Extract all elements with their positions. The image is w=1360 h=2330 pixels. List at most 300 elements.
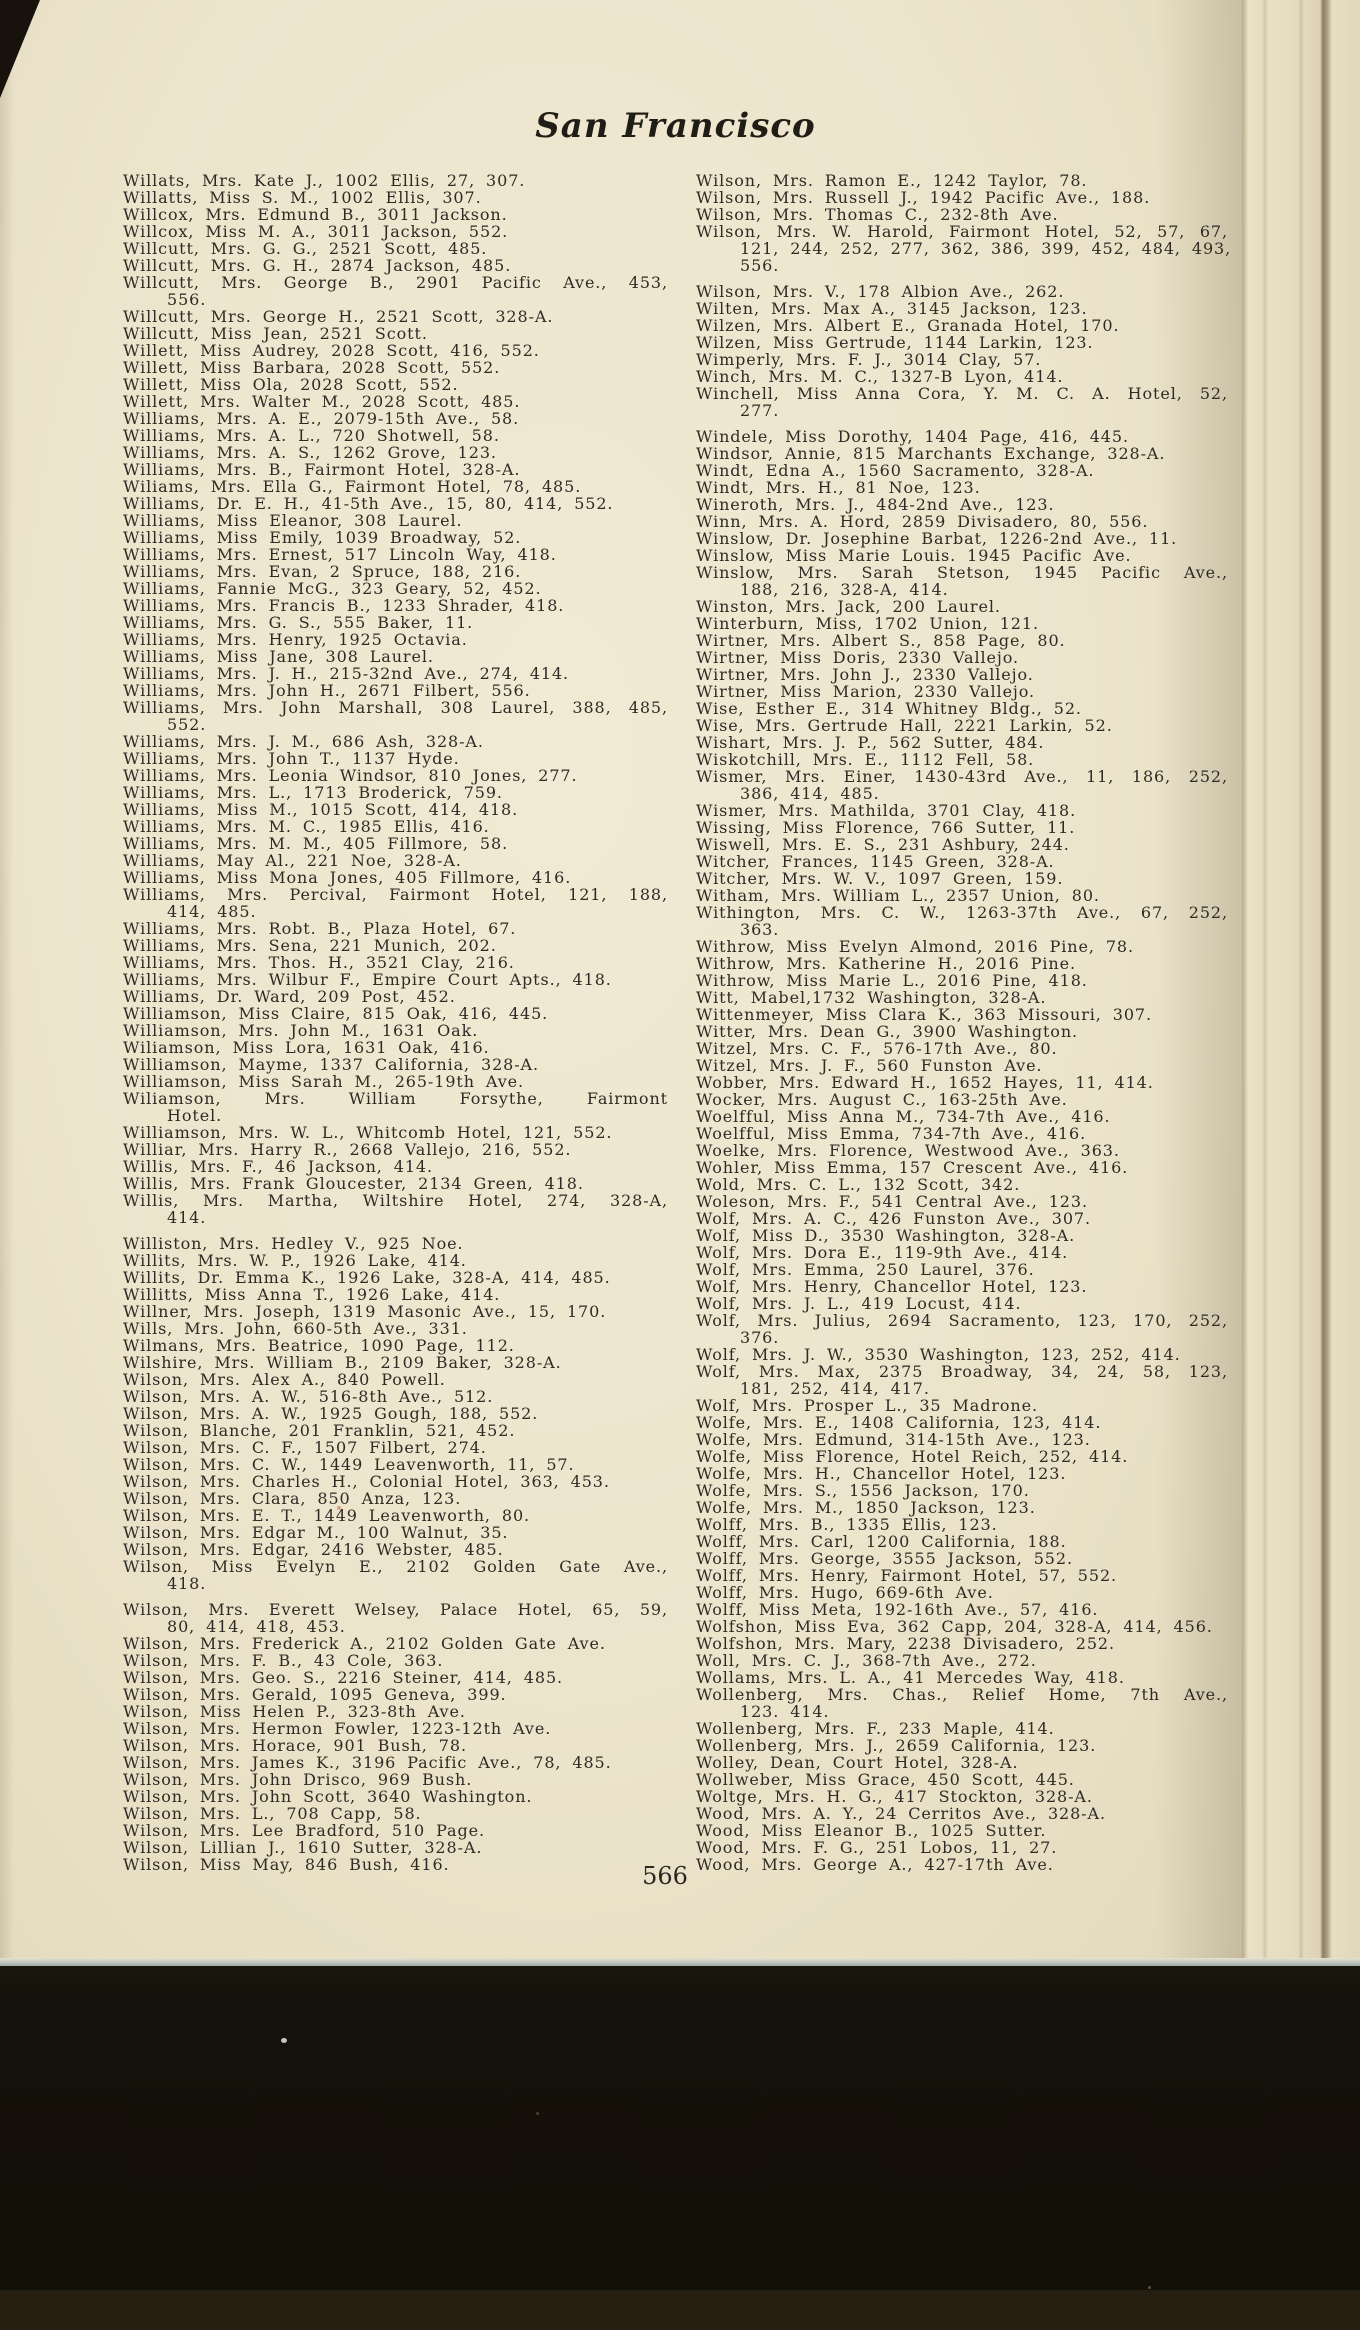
entry-line: Wilson, Mrs. Ramon E., 1242 Taylor, 78. [696,171,1088,190]
entry-line: Willett, Miss Barbara, 2028 Scott, 552. [123,358,501,377]
directory-entry [696,802,1228,819]
directory-entry [123,1422,668,1439]
directory-entry [123,750,668,767]
entry-line: Wilson, Mrs. V., 178 Albion Ave., 262. [696,282,1065,301]
directory-entry [696,1074,1228,1091]
entry-line: Wills, Mrs. John, 660-5th Ave., 331. [123,1319,468,1338]
directory-entry [123,274,668,308]
directory-entry [696,1193,1228,1210]
entry-line: Wollams, Mrs. L. A., 41 Mercedes Way, 418. [696,1668,1125,1687]
entry-line: Wismer, Mrs. Einer, 1430-43rd Ave., 11, 186, 252, [696,767,1228,786]
entry-line: Winterburn, Miss, 1702 Union, 121. [696,614,1039,633]
entry-line: Williamson, Miss Claire, 815 Oak, 416, 445. [123,1004,549,1023]
directory-entry [696,445,1228,462]
directory-entry [696,734,1228,751]
directory-entry [696,1040,1228,1057]
directory-entry [696,955,1228,972]
directory-entry [123,1388,668,1405]
directory-entry [696,1618,1228,1635]
directory-entry [696,479,1228,496]
entry-line: Witt, Mabel,1732 Washington, 328-A. [696,988,1047,1007]
entry-line: Wilson, Miss Helen P., 323-8th Ave. [123,1702,466,1721]
entry-line: Wolfshon, Miss Eva, 362 Capp, 204, 328-A, 414, 456. [696,1617,1213,1636]
entry-line: Wineroth, Mrs. J., 484-2nd Ave., 123. [696,495,1055,514]
directory-entry [696,649,1228,666]
entry-line: Wolf, Mrs. Max, 2375 Broadway, 34, 24, 58, 123, [696,1362,1228,1381]
entry-line: Williams, Dr. E. H., 41-5th Ave., 15, 80, 414, 552. [123,494,614,513]
directory-entry [696,1278,1228,1295]
directory-entry [696,615,1228,632]
directory-entry [696,513,1228,530]
entry-line: Wilson, Mrs. Hermon Fowler, 1223-12th Ave. [123,1719,552,1738]
entry-line: Withrow, Miss Evelyn Almond, 2016 Pine, 78. [696,937,1134,956]
directory-entry [123,1686,668,1703]
entry-line: Windt, Mrs. H., 81 Noe, 123. [696,478,981,497]
entry-line: Williams, Mrs. Robt. B., Plaza Hotel, 67. [123,919,517,938]
entry-line: Willatts, Miss S. M., 1002 Ellis, 307. [123,188,482,207]
entry-line: Wolfshon, Mrs. Mary, 2238 Divisadero, 252. [696,1634,1115,1653]
entry-line: Woleson, Mrs. F., 541 Central Ave., 123. [696,1192,1088,1211]
entry-line: Wise, Esther E., 314 Whitney Bldg., 52. [696,699,1082,718]
entry-continuation-line: 552. [167,715,207,734]
directory-entry [696,751,1228,768]
entry-line: Wismer, Mrs. Mathilda, 3701 Clay, 418. [696,801,1077,820]
entry-line: Wolff, Mrs. Hugo, 669-6th Ave. [696,1583,994,1602]
directory-entry [123,1056,668,1073]
entry-line: Williams, Mrs. M. C., 1985 Ellis, 416. [123,817,490,836]
directory-entry [696,1788,1228,1805]
directory-entry [123,886,668,920]
entry-line: Wolff, Mrs. George, 3555 Jackson, 552. [696,1549,1073,1568]
directory-entry [123,597,668,614]
directory-entry [696,351,1228,368]
entry-line: Williams, Miss Mona Jones, 405 Fillmore, 416. [123,868,572,887]
entry-line: Wirtner, Miss Doris, 2330 Vallejo. [696,648,1019,667]
directory-entry [696,1261,1228,1278]
entry-line: Wollenberg, Mrs. F., 233 Maple, 414. [696,1719,1055,1738]
directory-entry [123,1507,668,1524]
directory-entry [123,1286,668,1303]
paper-speck [337,1506,341,1510]
entry-line: Wollenberg, Mrs. J., 2659 California, 123. [696,1736,1097,1755]
directory-entry [123,1090,668,1124]
directory-entry [696,1856,1228,1873]
entry-line: Williams, Mrs. L., 1713 Broderick, 759. [123,783,503,802]
entry-line: Williamson, Mayme, 1337 California, 328-A. [123,1055,539,1074]
entry-line: Willett, Mrs. Walter M., 2028 Scott, 485. [123,392,521,411]
directory-entry [696,1142,1228,1159]
dust-speck [281,2038,287,2043]
entry-line: Wilson, Mrs. Gerald, 1095 Geneva, 399. [123,1685,507,1704]
entry-line: Wiskotchill, Mrs. E., 1112 Fell, 58. [696,750,1035,769]
entry-line: Wishart, Mrs. J. P., 562 Sutter, 484. [696,733,1045,752]
directory-entry [696,1023,1228,1040]
entry-line: Wiswell, Mrs. E. S., 231 Ashbury, 244. [696,835,1070,854]
directory-entry [123,563,668,580]
entry-line: Wilzen, Mrs. Albert E., Granada Hotel, 170. [696,316,1120,335]
entry-line: Wilson, Mrs. Everett Welsey, Palace Hotel, 65, 59, [123,1600,668,1619]
entry-line: Wilson, Mrs. John Scott, 3640 Washington. [123,1787,533,1806]
entry-line: Williams, Mrs. John T., 1137 Hyde. [123,749,460,768]
directory-entry [696,1720,1228,1737]
directory-entry [696,1805,1228,1822]
directory-entry [123,1788,668,1805]
directory-entry [696,172,1228,189]
entry-line: Willett, Miss Audrey, 2028 Scott, 416, 552. [123,341,540,360]
entry-line: Wiliamson, Mrs. William Forsythe, Fairmont [123,1089,668,1108]
entry-line: Williams, Mrs. J. H., 215-32nd Ave., 274, 414. [123,664,570,683]
directory-entry [696,1839,1228,1856]
entry-line: Wissing, Miss Florence, 766 Sutter, 11. [696,818,1076,837]
directory-entry [123,580,668,597]
directory-entry [123,937,668,954]
directory-entry [123,1192,668,1226]
entry-line: Wilson, Mrs. Edgar, 2416 Webster, 485. [123,1540,504,1559]
entry-line: Wilson, Miss Evelyn E., 2102 Golden Gate Ave., [123,1557,668,1576]
directory-entry [696,1652,1228,1669]
entry-line: Wilson, Mrs. Clara, 850 Anza, 123. [123,1489,462,1508]
entry-line: Wolff, Mrs. Carl, 1200 California, 188. [696,1532,1067,1551]
directory-entry [696,904,1228,938]
entry-line: Wolf, Mrs. J. L., 419 Locust, 414. [696,1294,1022,1313]
directory-entry [696,1686,1228,1720]
directory-entry [696,717,1228,734]
entry-line: Williams, Mrs. Francis B., 1233 Shrader, 418. [123,596,565,615]
directory-entry [123,376,668,393]
entry-line: Willcutt, Mrs. G. G., 2521 Scott, 485. [123,239,488,258]
directory-entry [123,1558,668,1592]
entry-line: Williams, Mrs. M. M., 405 Fillmore, 58. [123,834,509,853]
entry-line: Withrow, Mrs. Katherine H., 2016 Pine. [696,954,1076,973]
directory-entry [696,1057,1228,1074]
directory-entry [696,1210,1228,1227]
directory-entry [696,632,1228,649]
directory-entry [123,240,668,257]
entry-continuation-line: Hotel. [167,1106,223,1125]
directory-entry [696,222,1232,275]
directory-entry [696,1397,1228,1414]
entry-line: Wilson, Mrs. Frederick A., 2102 Golden Gate Ave. [123,1634,606,1653]
entry-line: Wolf, Mrs. Emma, 250 Laurel, 376. [696,1260,1035,1279]
directory-entry [696,1125,1228,1142]
entry-line: Williams, Fannie McG., 323 Geary, 52, 452. [123,579,542,598]
directory-entry [696,598,1228,615]
directory-entry [696,1006,1228,1023]
directory-entry [123,1269,668,1286]
entry-line: Wolfe, Mrs. H., Chancellor Hotel, 123. [696,1464,1067,1483]
directory-entry [696,1108,1228,1125]
directory-entry [123,1856,668,1873]
entry-line: Williams, Mrs. B., Fairmont Hotel, 328-A. [123,460,521,479]
directory-entry [123,1073,668,1090]
directory-entry [123,461,668,478]
entry-line: Williams, Miss Eleanor, 308 Laurel. [123,511,463,530]
directory-entry [123,818,668,835]
entry-line: Willcox, Miss M. A., 3011 Jackson, 552. [123,222,509,241]
directory-entry [123,1524,668,1541]
directory-entry [123,393,668,410]
directory-entry [696,530,1228,547]
entry-line: Wilson, Mrs. Alex A., 840 Powell. [123,1370,446,1389]
directory-entry [123,767,668,784]
entry-line: Windsor, Annie, 815 Marchants Exchange, 328-A. [696,444,1166,463]
entry-line: Willcutt, Miss Jean, 2521 Scott. [123,324,428,343]
entry-line: Wilson, Mrs. A. W., 516-8th Ave., 512. [123,1387,494,1406]
entry-line: Williams, Mrs. G. S., 555 Baker, 11. [123,613,474,632]
entry-line: Wolfe, Mrs. S., 1556 Jackson, 170. [696,1481,1030,1500]
directory-entry [123,1371,668,1388]
directory-entry [123,648,668,665]
entry-line: Wittenmeyer, Miss Clara K., 363 Missouri, 307. [696,1005,1152,1024]
entry-line: Willits, Dr. Emma K., 1926 Lake, 328-A, 414, 485. [123,1268,611,1287]
entry-line: Wocker, Mrs. August C., 163-25th Ave. [696,1090,1068,1109]
directory-entry [123,257,668,274]
entry-continuation-line: 414. [167,1208,207,1227]
entry-line: Winch, Mrs. M. C., 1327-B Lyon, 414. [696,367,1064,386]
entry-line: Williams, May Al., 221 Noe, 328-A. [123,851,462,870]
entry-line: Willcutt, Mrs. G. H., 2874 Jackson, 485. [123,256,512,275]
entry-continuation-line: 386, 414, 485. [740,784,880,803]
entry-line: Wilten, Mrs. Max A., 3145 Jackson, 123. [696,299,1088,318]
directory-entry [123,733,668,750]
directory-entry [696,1601,1228,1618]
directory-entry [696,300,1228,317]
entry-line: Wimperly, Mrs. F. J., 3014 Clay, 57. [696,350,1042,369]
entry-continuation-line: 556. [167,290,207,309]
directory-entry [123,1490,668,1507]
directory-entry [696,1244,1228,1261]
entry-line: Withington, Mrs. C. W., 1263-37th Ave., 67, 252, [696,903,1228,922]
directory-entry [696,462,1228,479]
directory-column-right [696,171,1232,1874]
directory-entry [696,428,1228,445]
entry-line: Williams, Dr. Ward, 209 Post, 452. [123,987,456,1006]
directory-entry [696,1771,1228,1788]
directory-entry [696,768,1228,802]
directory-entry [696,385,1228,419]
entry-line: Wolf, Mrs. Henry, Chancellor Hotel, 123. [696,1277,1088,1296]
directory-entry [123,614,668,631]
entry-line: Wilson, Mrs. Horace, 901 Bush, 78. [123,1736,467,1755]
scan-bottom-band [0,2290,1360,2330]
entry-line: Wolfe, Mrs. M., 1850 Jackson, 123. [696,1498,1036,1517]
entry-continuation-line: 80, 414, 418, 453. [167,1617,346,1636]
directory-entry [696,1465,1228,1482]
entry-line: Williamson, Mrs. W. L., Whitcomb Hotel, 121, 552. [123,1123,613,1142]
directory-entry [696,887,1228,904]
directory-entry [123,189,668,206]
directory-entry [123,1805,668,1822]
directory-entry [123,1141,668,1158]
scan-bottom-area [0,1966,1360,2330]
directory-entry [696,1635,1228,1652]
directory-entry [123,1124,668,1141]
directory-entry [123,206,668,223]
entry-continuation-line: 418. [167,1574,207,1593]
directory-entry [696,1295,1228,1312]
directory-entry [123,801,668,818]
directory-entry [696,700,1228,717]
entry-line: Wilson, Mrs. John Drisco, 969 Bush. [123,1770,473,1789]
entry-line: Wilson, Mrs. C. W., 1449 Leavenworth, 11, 57. [123,1455,575,1474]
directory-entry [696,938,1228,955]
directory-entry [123,1456,668,1473]
entry-line: Wolff, Mrs. B., 1335 Ellis, 123. [696,1515,998,1534]
entry-line: Wood, Mrs. F. G., 251 Lobos, 11, 27. [696,1838,1058,1857]
entry-line: Williams, Mrs. J. M., 686 Ash, 328-A. [123,732,484,751]
directory-entry [123,1669,668,1686]
directory-entry [696,368,1228,385]
directory-entry [696,819,1228,836]
entry-line: Winslow, Mrs. Sarah Stetson, 1945 Pacific Ave., [696,563,1228,582]
directory-entry [696,989,1228,1006]
directory-entry [696,1550,1228,1567]
entry-continuation-line: 188, 216, 328-A, 414. [740,580,949,599]
entry-line: Wolf, Mrs. J. W., 3530 Washington, 123, 252, 414. [696,1345,1181,1364]
entry-line: Wilzen, Miss Gertrude, 1144 Larkin, 123. [696,333,1094,352]
entry-line: Williams, Mrs. Henry, 1925 Octavia. [123,630,468,649]
directory-entry [123,1652,668,1669]
page-bottom-edge [0,1958,1360,1966]
directory-entry [696,853,1228,870]
directory-entry [696,1363,1228,1397]
entry-line: Wood, Mrs. George A., 427-17th Ave. [696,1855,1054,1874]
directory-entry [696,1567,1228,1584]
entry-line: Wilson, Mrs. W. Harold, Fairmont Hotel, 52, 57, 67, [696,222,1228,241]
directory-entry [123,954,668,971]
directory-entry [123,1303,668,1320]
directory-entry [123,223,668,240]
entry-line: Williston, Mrs. Hedley V., 925 Noe. [123,1234,464,1253]
directory-entry [123,427,668,444]
entry-line: Williams, Miss Emily, 1039 Broadway, 52. [123,528,522,547]
directory-entry [123,1022,668,1039]
entry-line: Wood, Mrs. A. Y., 24 Cerritos Ave., 328-A. [696,1804,1106,1823]
page-title: San Francisco [535,106,816,146]
dust-speck [536,2112,539,2115]
directory-entry [123,1839,668,1856]
directory-entry [123,529,668,546]
entry-line: Willner, Mrs. Joseph, 1319 Masonic Ave., 15, 170. [123,1302,607,1321]
entry-line: Wilson, Blanche, 201 Franklin, 521, 452. [123,1421,516,1440]
directory-entry [696,1533,1228,1550]
directory-entry [123,325,668,342]
entry-line: Wolf, Mrs. Prosper L., 35 Madrone. [696,1396,1038,1415]
entry-line: Wollweber, Miss Grace, 450 Scott, 445. [696,1770,1075,1789]
directory-entry [123,920,668,937]
entry-line: Willett, Miss Ola, 2028 Scott, 552. [123,375,459,394]
directory-entry [123,1703,668,1720]
directory-entry [123,784,668,801]
directory-entry [696,1431,1228,1448]
entry-line: Wolf, Mrs. Julius, 2694 Sacramento, 123, 170, 252, [696,1311,1228,1330]
directory-entry [696,317,1228,334]
entry-line: Wilson, Mrs. Geo. S., 2216 Steiner, 414, 485. [123,1668,564,1687]
entry-line: Williams, Mrs. Wilbur F., Empire Court Apts., 418. [123,970,612,989]
directory-entry [123,631,668,648]
entry-line: Williams, Mrs. Thos. H., 3521 Clay, 216. [123,953,515,972]
directory-entry [696,1754,1228,1771]
entry-line: Wirtner, Miss Marion, 2330 Vallejo. [696,682,1036,701]
directory-entry [123,342,668,359]
directory-entry [123,172,668,189]
entry-line: Williams, Mrs. John Marshall, 308 Laurel, 388, 485, [123,698,668,717]
entry-line: Williams, Mrs. Ernest, 517 Lincoln Way, 418. [123,545,557,564]
entry-line: Wolf, Miss D., 3530 Washington, 328-A. [696,1226,1076,1245]
entry-line: Williams, Mrs. A. L., 720 Shotwell, 58. [123,426,500,445]
entry-continuation-line: 181, 252, 414, 417. [740,1379,930,1398]
entry-line: Woelfful, Miss Anna M., 734-7th Ave., 416. [696,1107,1111,1126]
entry-continuation-line: 277. [740,401,780,420]
directory-entry [123,1039,668,1056]
directory-entry [123,512,668,529]
directory-entry [123,869,668,886]
entry-line: Windt, Edna A., 1560 Sacramento, 328-A. [696,461,1095,480]
directory-entry [696,1312,1228,1346]
directory-entry [123,1439,668,1456]
directory-entry [123,1601,668,1635]
directory-entry [696,1414,1228,1431]
entry-line: Witter, Mrs. Dean G., 3900 Washington. [696,1022,1079,1041]
directory-entry [123,699,668,733]
entry-line: Wilson, Mrs. A. W., 1925 Gough, 188, 552. [123,1404,539,1423]
directory-entry [123,1720,668,1737]
directory-entry [696,1091,1228,1108]
entry-continuation-line: 414, 485. [167,902,257,921]
entry-line: Winslow, Miss Marie Louis. 1945 Pacific Ave. [696,546,1132,565]
entry-line: Wilson, Mrs. Edgar M., 100 Walnut, 35. [123,1523,509,1542]
entry-line: Williar, Mrs. Harry R., 2668 Vallejo, 216, 552. [123,1140,572,1159]
entry-line: Wolley, Dean, Court Hotel, 328-A. [696,1753,1019,1772]
directory-entry [696,547,1228,564]
entry-line: Winslow, Dr. Josephine Barbat, 1226-2nd Ave., 11. [696,529,1178,548]
directory-entry [123,1635,668,1652]
entry-line: Williams, Mrs. A. E., 2079-15th Ave., 58. [123,409,520,428]
entry-line: Withrow, Miss Marie L., 2016 Pine, 418. [696,971,1088,990]
directory-entry [123,1175,668,1192]
directory-entry [123,1541,668,1558]
entry-line: Wilshire, Mrs. William B., 2109 Baker, 328-A. [123,1353,562,1372]
entry-line: Wilson, Mrs. Thomas C., 232-8th Ave. [696,205,1059,224]
directory-entry [123,682,668,699]
directory-entry [696,836,1228,853]
entry-line: Willis, Mrs. Frank Gloucester, 2134 Green, 418. [123,1174,584,1193]
entry-line: Woelke, Mrs. Florence, Westwood Ave., 363. [696,1141,1120,1160]
entry-line: Wilson, Lillian J., 1610 Sutter, 328-A. [123,1838,483,1857]
entry-line: Willats, Mrs. Kate J., 1002 Ellis, 27, 307. [123,171,526,190]
directory-entry [123,1252,668,1269]
directory-entry [696,666,1228,683]
entry-line: Wiliamson, Miss Lora, 1631 Oak, 416. [123,1038,490,1057]
entry-line: Williams, Mrs. A. S., 1262 Grove, 123. [123,443,497,462]
entry-line: Wohler, Miss Emma, 157 Crescent Ave., 416. [696,1158,1129,1177]
entry-line: Witcher, Mrs. W. V., 1097 Green, 159. [696,869,1064,888]
directory-entry [123,1822,668,1839]
directory-entry [696,870,1228,887]
entry-line: Wilmans, Mrs. Beatrice, 1090 Page, 112. [123,1336,515,1355]
entry-line: Woelfful, Miss Emma, 734-7th Ave., 416. [696,1124,1087,1143]
directory-entry [696,1227,1228,1244]
directory-entry [123,971,668,988]
directory-entry [696,1584,1228,1601]
entry-line: Wolfe, Mrs. E., 1408 California, 123, 414. [696,1413,1102,1432]
directory-entry [123,988,668,1005]
entry-line: Wiliams, Mrs. Ella G., Fairmont Hotel, 78, 485. [123,477,582,496]
directory-entry [123,359,668,376]
entry-line: Wilson, Mrs. F. B., 43 Cole, 363. [123,1651,444,1670]
entry-line: Witham, Mrs. William L., 2357 Union, 80. [696,886,1100,905]
entry-line: Wilson, Mrs. E. T., 1449 Leavenworth, 80. [123,1506,531,1525]
